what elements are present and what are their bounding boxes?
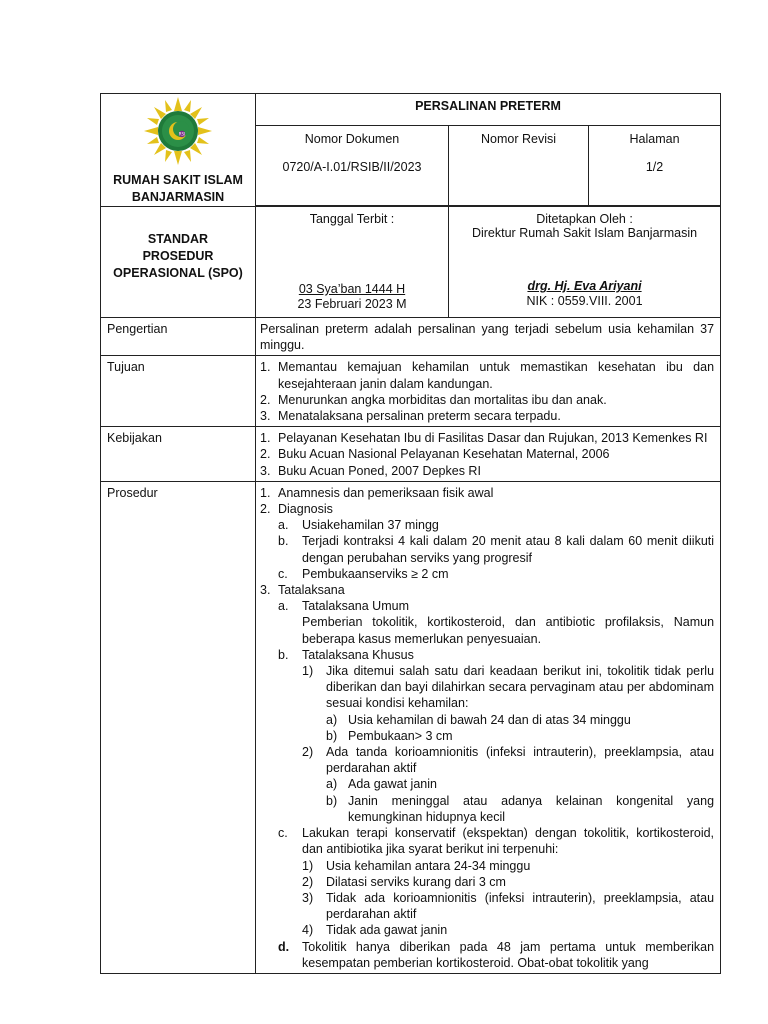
tanggal-terbit-label: Tanggal Terbit :: [309, 212, 395, 226]
ditetapkan-by: Direktur Rumah Sakit Islam Banjarmasin: [471, 226, 698, 240]
signer-nik: NIK : 0559.VIII. 2001: [526, 294, 643, 308]
list-item: a) Usia kehamilan di bawah 24 dan di atas 34 minggu: [326, 712, 631, 727]
list-item: a. Tatalaksana Umum: [278, 599, 409, 614]
ditetapkan-cell: [449, 207, 721, 318]
pengertian-label: Pengertian: [101, 318, 256, 356]
nomor-dokumen-label: Nomor Dokumen: [304, 132, 400, 147]
kebijakan-label: Kebijakan: [101, 427, 256, 482]
tanggal-hijri: 03 Sya’ban 1444 H: [298, 282, 406, 296]
svg-text:RSI: RSI: [178, 131, 186, 137]
paragraph: Pemberian tokolitik, kortikosteroid, dan antibiotic profilaksis, Namun beberapa kasus memerlukan penyesuaian.: [302, 615, 715, 646]
list-item: 2. Menurunkan angka morbiditas dan mortalitas ibu dan anak.: [260, 392, 607, 407]
list-item: b. Terjadi kontraksi 4 kali dalam 20 menit atau 8 kali dalam 60 menit diikuti dengan perubahan serviks yang progresif: [278, 534, 715, 565]
tanggal-masehi: 23 Februari 2023 M: [297, 297, 407, 311]
nomor-dokumen-cell: [256, 126, 449, 206]
tujuan-label: Tujuan: [101, 356, 256, 427]
nomor-revisi-label: Nomor Revisi: [480, 132, 556, 147]
halaman-value: 1/2: [645, 160, 664, 175]
list-item: 1) Usia kehamilan antara 24-34 minggu: [302, 858, 531, 873]
signer-name: drg. Hj. Eva Ariyani: [527, 279, 642, 293]
nomor-revisi-cell: [449, 126, 589, 206]
halaman-cell: [589, 126, 721, 206]
list-item: 4) Tidak ada gawat janin: [302, 923, 448, 938]
nomor-dokumen-value: 0720/A-I.01/RSIB/II/2023: [282, 160, 422, 175]
kebijakan-content: [256, 427, 721, 482]
hospital-logo-icon: [139, 96, 217, 166]
list-item: d. Tokolitik hanya diberikan pada 48 jam pertama untuk memberikan kesempatan pemberian kortikosteroid. Obat-obat tokolitik yang: [278, 939, 715, 970]
spo-title: STANDAR PROSEDUR OPERASIONAL (SPO): [113, 232, 243, 280]
document-title: PERSALINAN PRETERM: [256, 94, 721, 126]
list-item: b) Janin meninggal atau adanya kelainan kongenital yang kemungkinan hidupnya kecil: [326, 793, 715, 824]
tanggal-terbit-cell: [256, 207, 449, 318]
prosedur-content: [256, 481, 721, 973]
list-item: a) Ada gawat janin: [326, 777, 437, 792]
list-item: 1. Pelayanan Kesehatan Ibu di Fasilitas Dasar dan Rujukan, 2013 Kemenkes RI: [260, 431, 708, 446]
prosedur-label: Prosedur: [101, 481, 256, 973]
tujuan-content: [256, 356, 721, 427]
list-item: 1. Memantau kemajuan kehamilan untuk memastikan kesehatan ibu dan kesejahteraan janin dalam kandungan.: [260, 360, 715, 391]
list-item: 3. Menatalaksana persalinan preterm secara terpadu.: [260, 409, 561, 424]
list-item: b. Tatalaksana Khusus: [278, 647, 414, 662]
list-item: 2) Ada tanda korioamnionitis (infeksi intrauterin), preeklampsia, atau perdarahan aktif: [302, 745, 715, 776]
list-item: 1) Jika ditemui salah satu dari keadaan berikut ini, tokolitik tidak perlu diberikan dan bayi dilahirkan secara pervaginam atau per abdominam sesuai kondisi kehamilan:: [302, 664, 715, 711]
spo-table: [100, 93, 721, 974]
ditetapkan-label: Ditetapkan Oleh :: [536, 212, 633, 226]
pengertian-text: Persalinan preterm adalah persalinan yang terjadi sebelum usia kehamilan 37 minggu.: [256, 318, 721, 356]
list-item: 3. Tatalaksana: [260, 583, 345, 598]
hospital-name: RUMAH SAKIT ISLAM BANJARMASIN: [113, 173, 243, 204]
list-item: c. Lakukan terapi konservatif (ekspektan) dengan tokolitik, kortikosteroid, dan antibiotika jika syarat berikut ini terpenuhi:: [278, 826, 715, 857]
list-item: 1. Anamnesis dan pemeriksaan fisik awal: [260, 485, 494, 500]
list-item: 2. Diagnosis: [260, 502, 333, 517]
list-item: a. Usiakehamilan 37 mingg: [278, 518, 439, 533]
list-item: 2. Buku Acuan Nasional Pelayanan Kesehatan Maternal, 2006: [260, 447, 610, 462]
hospital-cell: [101, 94, 256, 207]
spo-cell: [101, 207, 256, 318]
list-item: b) Pembukaan> 3 cm: [326, 728, 453, 743]
halaman-label: Halaman: [629, 132, 680, 147]
list-item: 2) Dilatasi serviks kurang dari 3 cm: [302, 874, 506, 889]
spo-document: [100, 93, 720, 974]
list-item: c. Pembukaanserviks ≥ 2 cm: [278, 566, 449, 581]
list-item: 3) Tidak ada korioamnionitis (infeksi intrauterin), preeklampsia, atau perdarahan aktif: [302, 890, 715, 922]
list-item: 3. Buku Acuan Poned, 2007 Depkes RI: [260, 463, 481, 478]
